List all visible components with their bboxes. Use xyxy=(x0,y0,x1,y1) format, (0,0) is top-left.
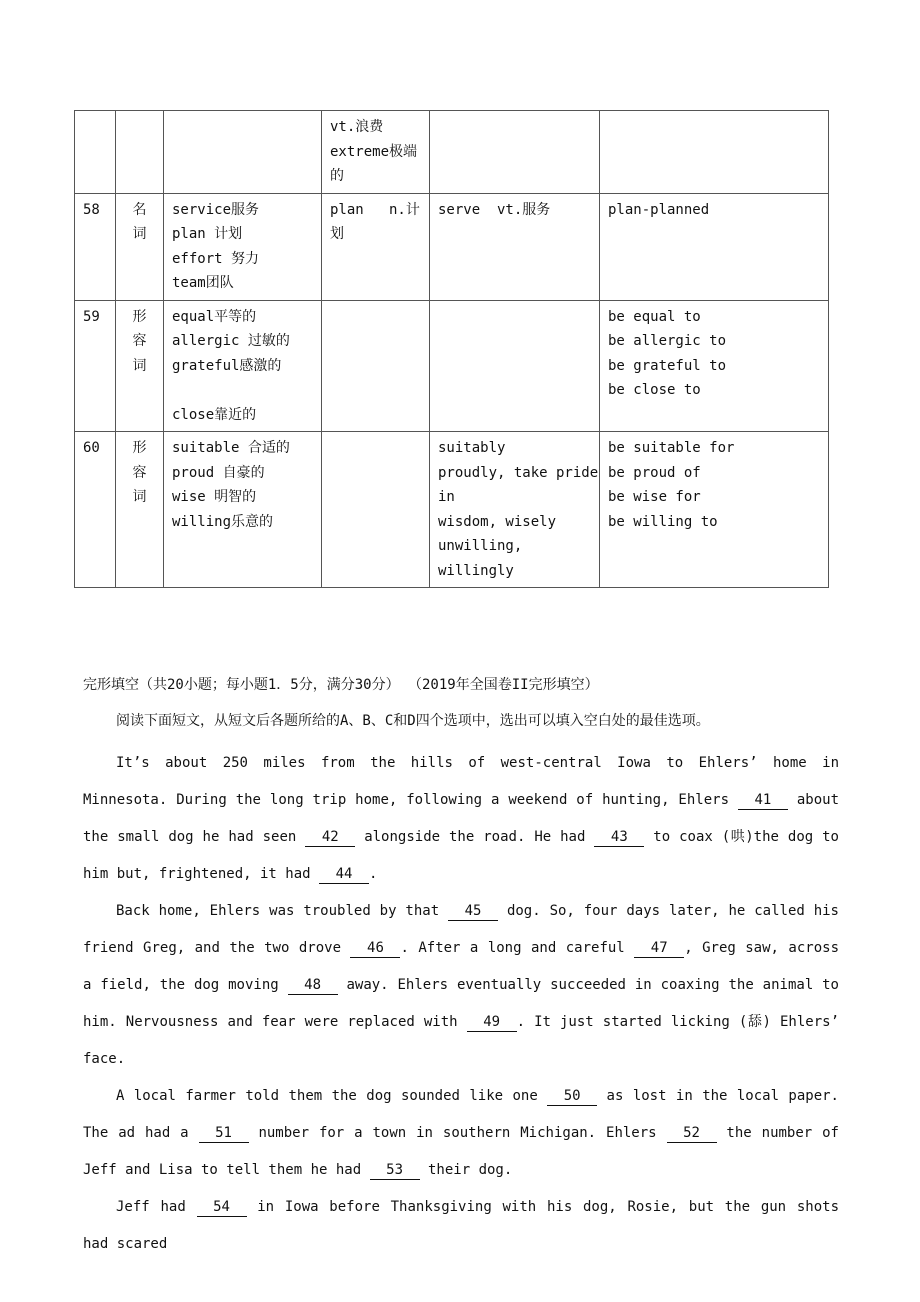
blank-50: 50 xyxy=(547,1087,597,1106)
passage-paragraph-1 xyxy=(83,745,839,893)
blank-41: 41 xyxy=(738,791,788,810)
blank-43: 43 xyxy=(594,828,644,847)
pos-char: 形 xyxy=(132,440,147,456)
passage-text: about the small dog he had seen xyxy=(83,792,840,845)
word-line: willing乐意的 xyxy=(172,513,274,530)
passage-text: . It just started licking (舔) Ehlers’ face. xyxy=(83,1014,840,1067)
section-heading: 完形填空（共20小题；每小题1．5分，满分30分） （2019年全国卷II完形填空） xyxy=(83,677,599,693)
word-line: service服务 xyxy=(172,201,260,218)
passage-text: It’s about 250 miles from the hills of west-central Iowa to Ehlers’ home in Minnesota. During the long trip home, following a weekend of hunting, Ehlers xyxy=(83,755,839,808)
pos-char: 容 xyxy=(132,464,147,481)
table-cell xyxy=(430,111,600,194)
blank-44: 44 xyxy=(319,865,369,884)
related-line: proudly, take pride xyxy=(438,464,599,481)
phrases-cell xyxy=(600,300,829,432)
blank-48: 48 xyxy=(288,976,338,995)
pos-char: 容 xyxy=(132,333,147,349)
related-cell xyxy=(430,193,600,300)
word-line: close靠近的 xyxy=(172,406,257,423)
cell-line: 的 xyxy=(330,168,344,184)
phrases-cell xyxy=(600,193,829,300)
blank-42: 42 xyxy=(305,828,355,847)
blank-49: 49 xyxy=(467,1013,517,1032)
word-line: allergic 过敏的 xyxy=(172,333,290,349)
table-cell xyxy=(600,111,829,194)
table-cell xyxy=(116,111,164,194)
related-line: in xyxy=(438,489,455,505)
related-line: wisdom, wisely xyxy=(438,513,557,530)
blank-53: 53 xyxy=(370,1161,420,1180)
phrase-line: be close to xyxy=(608,382,701,398)
word-line: team团队 xyxy=(172,275,234,291)
passage-text: their dog. xyxy=(419,1162,513,1178)
word-line: proud 自豪的 xyxy=(172,464,265,481)
passage-paragraph-4 xyxy=(83,1189,839,1263)
word-line: plan 计划 xyxy=(172,226,243,242)
pos-char: 词 xyxy=(132,226,147,242)
passage-text: the number of Jeff and Lisa to tell them he had xyxy=(83,1125,839,1178)
phrase-line: be equal to xyxy=(608,308,701,325)
passage-paragraph-2 xyxy=(83,893,839,1078)
passage-paragraph-3 xyxy=(83,1078,839,1189)
row-number: 60 xyxy=(75,432,116,588)
word-line: wise 明智的 xyxy=(172,489,257,505)
pos-char: 形 xyxy=(132,308,147,325)
cloze-section xyxy=(83,672,839,1263)
phrase-line: be willing to xyxy=(608,513,718,530)
part-of-speech xyxy=(116,193,164,300)
instructions: 阅读下面短文，从短文后各题所给的A、B、C和D四个选项中，选出可以填入空白处的最佳选项。 xyxy=(116,713,710,729)
passage-text: Back home, Ehlers was troubled by that xyxy=(116,903,449,919)
part-of-speech xyxy=(116,432,164,588)
related-line: serve vt.服务 xyxy=(438,201,551,218)
passage-text: away. Ehlers eventually succeeded in coaxing the animal to him. Nervousness and fear were replaced with xyxy=(83,977,839,1030)
passage-text: in Iowa before Thanksgiving with his dog, Rosie, but the gun shots had scared xyxy=(83,1199,840,1252)
pos-char: 词 xyxy=(132,489,147,505)
noun-line: 划 xyxy=(330,226,344,242)
words-cell xyxy=(164,300,322,432)
table-cell xyxy=(322,111,430,194)
word-line: effort 努力 xyxy=(172,250,260,267)
related-line: unwilling, xyxy=(438,538,523,554)
blank-52: 52 xyxy=(667,1124,717,1143)
cell-line: extreme极端 xyxy=(330,143,418,160)
row-number: 58 xyxy=(75,193,116,300)
table-cell xyxy=(75,111,116,194)
phrase-line: be allergic to xyxy=(608,333,727,349)
passage-text: as lost in the local paper. The ad had a xyxy=(83,1088,839,1141)
noun-line: plan n.计 xyxy=(330,201,420,218)
passage-text: alongside the road. He had xyxy=(355,829,595,845)
cell-line: vt.浪费 xyxy=(330,119,384,135)
pos-char: 词 xyxy=(132,357,147,374)
table-row xyxy=(75,193,829,300)
table-row xyxy=(75,432,829,588)
phrase-line: be proud of xyxy=(608,464,701,481)
passage-text: number for a town in southern Michigan. Ehlers xyxy=(248,1125,667,1141)
related-cell xyxy=(430,432,600,588)
related-cell xyxy=(430,300,600,432)
passage-text: to coax (哄)the dog to him but, frightened, it had xyxy=(83,829,839,882)
blank-54: 54 xyxy=(197,1198,247,1217)
table-cell xyxy=(164,111,322,194)
word-line: equal平等的 xyxy=(172,308,257,325)
passage-text: . xyxy=(369,866,378,882)
passage-text: , Greg saw, across a field, the dog moving xyxy=(83,940,840,993)
pos-char: 名 xyxy=(132,201,147,218)
phrases-cell xyxy=(600,432,829,588)
noun-form-cell xyxy=(322,193,430,300)
table-row xyxy=(75,300,829,432)
phrase-line: be suitable for xyxy=(608,440,735,456)
noun-form-cell xyxy=(322,432,430,588)
related-line: willingly xyxy=(438,562,514,579)
blank-46: 46 xyxy=(350,939,400,958)
vocabulary-table xyxy=(74,110,829,588)
part-of-speech xyxy=(116,300,164,432)
passage-text: . After a long and careful xyxy=(400,940,635,956)
passage-text: A local farmer told them the dog sounded like one xyxy=(116,1088,548,1104)
blank-45: 45 xyxy=(448,902,498,921)
passage-text: Jeff had xyxy=(116,1199,197,1215)
passage-text: dog. So, four days later, he called his friend Greg, and the two drove xyxy=(83,903,839,956)
table-row xyxy=(75,111,829,194)
phrase-line: plan-planned xyxy=(608,201,710,218)
blank-51: 51 xyxy=(199,1124,249,1143)
blank-47: 47 xyxy=(634,939,684,958)
related-line: suitably xyxy=(438,440,506,456)
noun-form-cell xyxy=(322,300,430,432)
blank-line xyxy=(172,378,314,403)
phrase-line: be wise for xyxy=(608,489,701,505)
word-line: suitable 合适的 xyxy=(172,440,290,456)
words-cell xyxy=(164,432,322,588)
words-cell xyxy=(164,193,322,300)
phrase-line: be grateful to xyxy=(608,357,727,374)
word-line: grateful感激的 xyxy=(172,357,282,374)
row-number: 59 xyxy=(75,300,116,432)
